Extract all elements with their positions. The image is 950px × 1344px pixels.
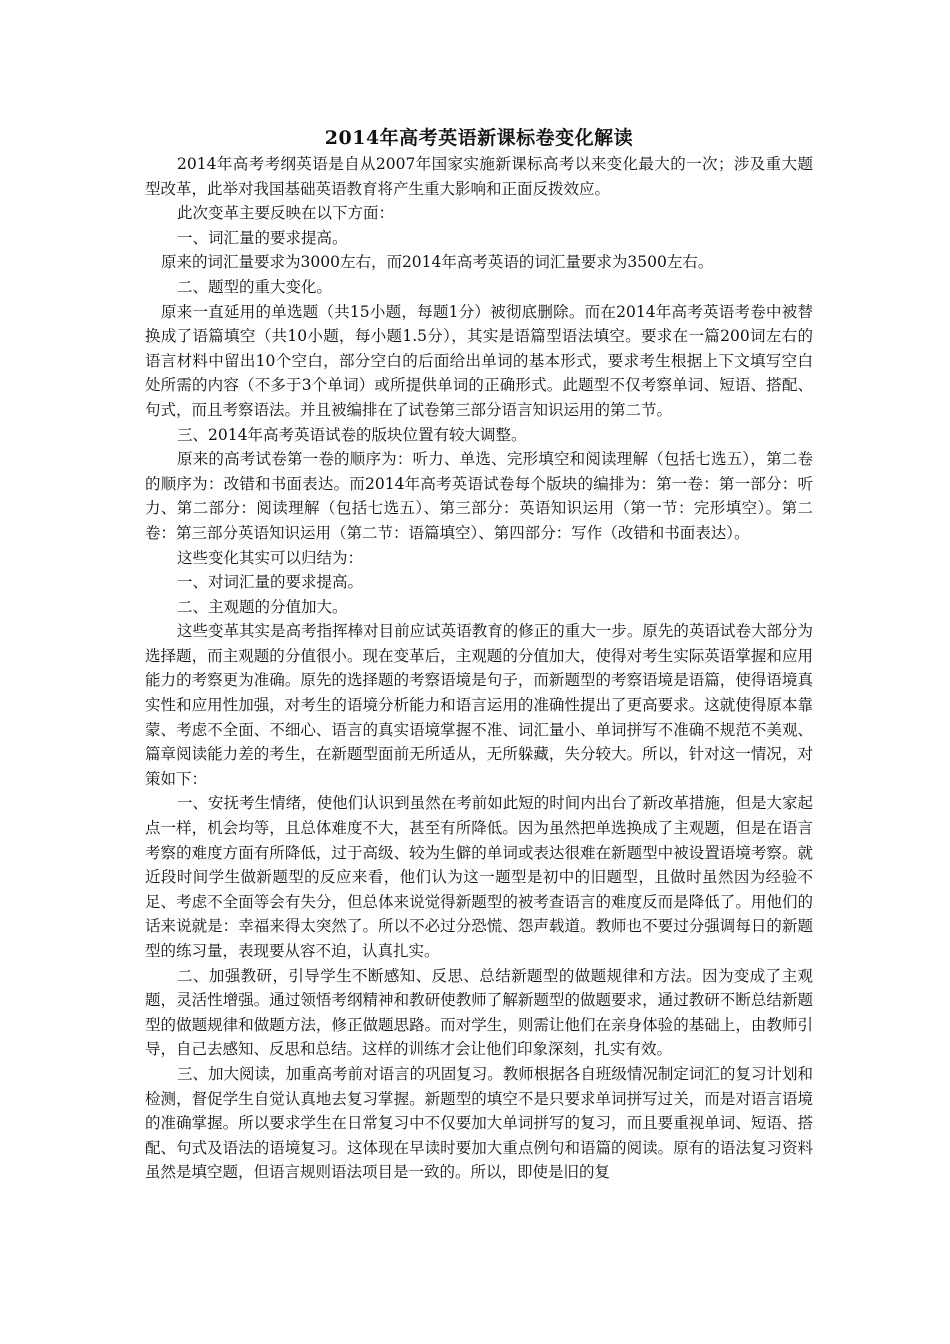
paragraph-intro: 2014年高考考纲英语是自从2007年国家实施新课标高考以来变化最大的一次；涉及重大题型改革，此举对我国基础英语教育将产生重大影响和正面反拨效应。 xyxy=(145,155,813,198)
paragraph: 这些变化其实可以归结为： xyxy=(177,548,364,567)
section-heading: 二、题型的重大变化。 xyxy=(177,277,333,296)
paragraph: 此次变革主要反映在以下方面： xyxy=(177,204,395,223)
paragraph: 这些变革其实是高考指挥棒对目前应试英语教育的修正的重大一步。原先的英语试卷大部分为选择题，而主观题的分值很小。现在变革后，主观题的分值加大，使得对考生实际英语掌握和应用能力的考察更为准确。原先的选择题的考察语境是句子，而新题型的考察语境是语篇，使得语境真实性和应用性加强，对考生的语境分析能力和语言运用的准确性提出了更高要求。这就使得原本靠蒙、考虑不全面、不细心、语言的真实语境掌握不准、词汇量小、单词拼写不准确不规范不美观、篇章阅读能力差的考生，在新题型面前无所适从，无所躲藏，失分较大。所以，针对这一情况，对策如下： xyxy=(145,622,813,788)
document-body xyxy=(145,120,813,1185)
paragraph: 原来一直延用的单选题（共15小题，每题1分）被彻底删除。而在2014年高考英语考卷中被替换成了语篇填空（共10小题，每小题1.5分），其实是语篇型语法填空。要求在一篇200词左右的语言材料中留出10个空白，部分空白的后面给出单词的基本形式，要求考生根据上下文填写空白处所需的内容（不多于3个单词）或所提供单词的正确形式。此题型不仅考察单词、短语、搭配、句式，而且考察语法。并且被编排在了试卷第三部分语言知识运用的第二节。 xyxy=(145,302,813,419)
paragraph: 一、安抚考生情绪，使他们认识到虽然在考前如此短的时间内出台了新改革措施，但是大家起点一样，机会均等，且总体难度不大，甚至有所降低。因为虽然把单选换成了主观题，但是在语言考察的难度方面有所降低，过于高级、较为生僻的单词或表达很难在新题型中被设置语境考察。就近段时间学生做新题型的反应来看，他们认为这一题型是初中的旧题型，且做时虽然因为经验不足、考虑不全面等会有失分，但总体来说觉得新题型的被考查语言的难度反而是降低了。用他们的话来说就是：幸福来得太突然了。所以不必过分恐慌、怨声载道。教师也不要过分强调每日的新题型的练习量，表现要从容不迫，认真扎实。 xyxy=(145,794,813,960)
paragraph: 二、加强教研，引导学生不断感知、反思、总结新题型的做题规律和方法。因为变成了主观题，灵活性增强。通过领悟考纲精神和教研使教师了解新题型的做题要求，通过教研不断总结新题型的做题规律和做题方法，修正做题思路。而对学生，则需让他们在亲身体验的基础上，由教师引导，自己去感知、反思和总结。这样的训练才会让他们印象深刻，扎实有效。 xyxy=(145,966,813,1059)
section-heading: 三、2014年高考英语试卷的版块位置有较大调整。 xyxy=(177,425,527,444)
list-item: 一、对词汇量的要求提高。 xyxy=(177,573,364,592)
paragraph: 三、加大阅读，加重高考前对语言的巩固复习。教师根据各自班级情况制定词汇的复习计划和检测，督促学生自觉认真地去复习掌握。新题型的填空不是只要求单词拼写过关，而是对语言语境的准确掌握。所以要求学生在日常复习中不仅要加大单词拼写的复习，而且要重视单词、短语、搭配、句式及语法的语境复习。这体现在早读时要加大重点例句和语篇的阅读。原有的语法复习资料虽然是填空题，但语言规则语法项目是一致的。所以，即使是旧的复 xyxy=(145,1064,813,1182)
document-title: 2014年高考英语新课标卷变化解读 xyxy=(324,127,634,149)
section-heading: 一、词汇量的要求提高。 xyxy=(177,228,348,247)
list-item: 二、主观题的分值加大。 xyxy=(177,597,348,616)
paragraph: 原来的高考试卷第一卷的顺序为：听力、单选、完形填空和阅读理解（包括七选五），第二卷的顺序为：改错和书面表达。而2014年高考英语试卷每个版块的编排为：第一卷：第一部分：听力、第二部分：阅读理解（包括七选五）、第三部分：英语知识运用（第一节：完形填空）。第二卷：第三部分英语知识运用（第二节：语篇填空）、第四部分：写作（改错和书面表达）。 xyxy=(145,450,813,542)
paragraph: 原来的词汇量要求为3000左右，而2014年高考英语的词汇量要求为3500左右。 xyxy=(161,253,714,272)
